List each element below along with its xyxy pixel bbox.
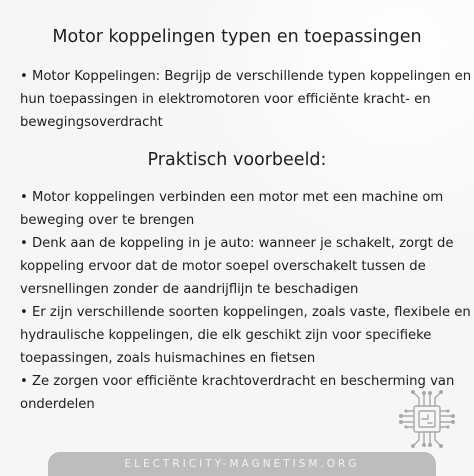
footer-site-label: ELECTRICITY-MAGNETISM.ORG [124, 458, 360, 470]
intro-line: bewegingsoverdracht [20, 115, 163, 130]
bullet-line: hydraulische koppelingen, die elk geschikt zijn voor specifieke [20, 328, 432, 343]
bullet-line: • Motor koppelingen verbinden een motor met een machine om [20, 190, 444, 205]
bullet-line: • Er zijn verschillende soorten koppelingen, zoals vaste, flexibele en [20, 305, 471, 320]
circuit-chip-icon [392, 384, 462, 454]
section-subtitle: Praktisch voorbeeld: [147, 150, 327, 170]
bullet-line: • Denk aan de koppeling in je auto: wanneer je schakelt, zorgt de [20, 236, 454, 251]
page-title: Motor koppelingen typen en toepassingen [52, 27, 422, 47]
bullet-line: toepassingen, zoals huismachines en fietsen [20, 351, 316, 366]
bullet-line: koppeling ervoor dat de motor soepel overschakelt tussen de [20, 259, 426, 274]
bullet-line: onderdelen [20, 397, 95, 412]
bullet-line: versnellingen zonder de aandrijflijn te beschadigen [20, 282, 359, 297]
intro-line: hun toepassingen in elektromotoren voor efficiënte kracht- en [20, 92, 431, 107]
intro-paragraph [20, 65, 472, 134]
bullet-line: beweging over te brengen [20, 213, 195, 228]
intro-line: • Motor Koppelingen: Begrijp de verschillende typen koppelingen en [20, 69, 472, 84]
bullet-list [20, 186, 471, 416]
bullet-line: • Ze zorgen voor efficiënte krachtoverdracht en bescherming van [20, 374, 455, 389]
